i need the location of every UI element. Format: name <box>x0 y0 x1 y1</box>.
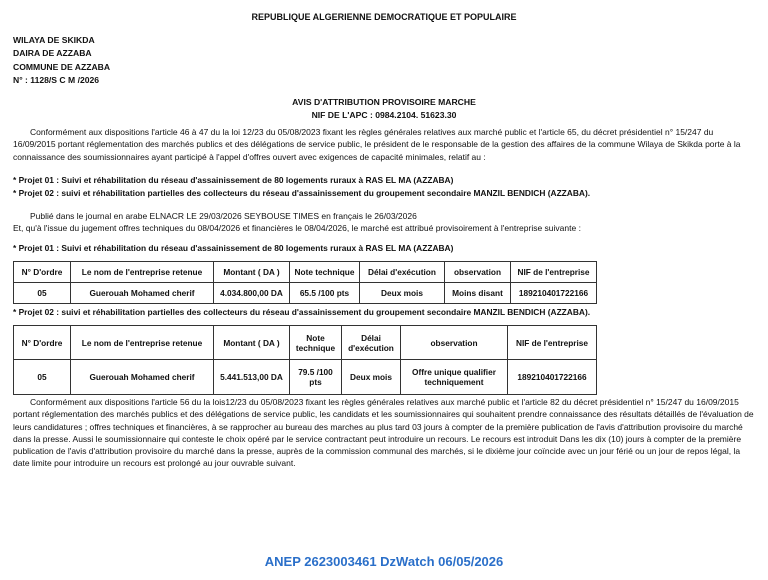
award-table-project1 <box>13 261 597 304</box>
daira-line: DAIRA DE AZZABA <box>13 48 92 59</box>
administration-block <box>13 34 110 87</box>
projects-list <box>13 174 590 200</box>
nif-apc: NIF DE L'APC : 0984.2104. 51623.30 <box>311 109 457 120</box>
order-cell: 05 <box>14 360 71 395</box>
observation-cell: Moins disant <box>445 283 511 304</box>
company-cell: Guerouah Mohamed cherif <box>71 360 214 395</box>
nif-cell: 189210401722166 <box>508 360 597 395</box>
notice-title-block <box>0 96 768 121</box>
commune-line: COMMUNE DE AZZABA <box>13 61 111 72</box>
order-cell: 05 <box>14 283 71 304</box>
header-cell: Note technique <box>290 262 360 283</box>
wilaya-line: WILAYA DE SKIKDA <box>13 35 95 45</box>
table-header-row <box>14 262 597 283</box>
project1-heading: * Projet 01 : Suivi et réhabilitation du réseau d'assainissement de 80 logements ruraux à RAS EL MA (AZZABA) <box>13 243 454 253</box>
table-header-row <box>14 326 597 360</box>
header-cell: NIF de l'entreprise <box>508 326 597 360</box>
header-cell: Le nom de l'entreprise retenue <box>71 326 214 360</box>
anep-footer-reference: ANEP 2623003461 DzWatch 06/05/2026 <box>264 554 504 569</box>
republic-heading: REPUBLIQUE ALGERIENNE DEMOCRATIQUE ET POPULAIRE <box>251 12 517 22</box>
amount-cell: 5.441.513,00 DA <box>214 360 290 395</box>
header-cell: Délai d'exécution <box>360 262 445 283</box>
header-cell: Délai d'exécution <box>342 326 401 360</box>
amount-cell: 4.034.800,00 DA <box>214 283 290 304</box>
project-item: * Projet 01 : Suivi et réhabilitation du réseau d'assainissement de 80 logements ruraux à RAS EL MA (AZZABA) <box>13 175 454 185</box>
closing-paragraph: Conformément aux dispositions l'article 56 du la lois12/23 du 05/08/2023 fixant les règles générales relatives aux marché public et l'article 82 du décret présidentiel n° 15/247 du 16/09/2015 portant réglementation des marchés publics et des délégations de service public, les candidats et les soumissionnaires qui souhaitent prendre connaissance des résultats détaillés de l'évaluation de leurs candidatures ; offres techniques et financières, à se rapprocher au bureau des marches au plus tard 03 jours à compter de la première publication de l'avis d'attribution provisoire du marché dans la presse. Aussi le soumissionnaire qui conteste le choix opéré par le service contractant peut introduire un recours. Le recours est introduit Dans les dix (10) jours à compter de la première publication de l'avis d'attribution provisoire du marché dans la presse, auprès de la commission communal des marchés, si le dixième jour coïncide avec un jour férié ou un jour de repos légal, la date limite pour introduire un recours est prolongé au jour ouvrable suivant. <box>13 397 754 469</box>
table-row <box>14 360 597 395</box>
header-cell: Note technique <box>290 326 342 360</box>
project2-heading: * Projet 02 : suivi et réhabilitation partielles des collecteurs du réseau d'assainissement du groupement secondaire MANZIL BENDICH (AZZABA). <box>13 307 591 317</box>
technical-score-cell: 65.5 /100 pts <box>290 283 360 304</box>
intro-paragraph: Conformément aux dispositions l'article 46 à 47 du la loi 12/23 du 05/08/2023 fixant les règles générales relatives aux marché public et l'article 65, du décret présidentiel n° 15/247 du 16/09/2015 portant réglementation des marchés publics et des délégations de service public, le président de le responsable de la gestion des affaires de la commune Wilaya de Skikda porte à la connaissance des soumissionnaires ayant participé à l'appel d'offres ouvert avec exigences de capacité minimales, relatif au : <box>13 127 741 162</box>
header-cell: Le nom de l'entreprise retenue <box>71 262 214 283</box>
company-cell: Guerouah Mohamed cherif <box>71 283 214 304</box>
technical-score-cell: 79.5 /100 pts <box>290 360 342 395</box>
delay-cell: Deux mois <box>360 283 445 304</box>
publication-line: Publié dans le journal en arabe ELNACR LE 29/03/2026 SEYBOUSE TIMES en français le 26/03/2026 <box>30 211 417 221</box>
notice-title: AVIS D'ATTRIBUTION PROVISOIRE MARCHE <box>292 97 476 107</box>
header-cell: N° D'ordre <box>14 326 71 360</box>
award-line: Et, qu'à l'issue du jugement offres techniques du 08/04/2026 et financières le 08/04/2026, le marché est attribué provisoirement à l'entreprise suivante : <box>13 223 581 234</box>
publication-paragraph <box>13 210 758 235</box>
award-table-project2 <box>13 325 597 395</box>
header-cell: N° D'ordre <box>14 262 71 283</box>
nif-cell: 189210401722166 <box>511 283 597 304</box>
header-cell: observation <box>445 262 511 283</box>
header-cell: observation <box>401 326 508 360</box>
header-cell: Montant ( DA ) <box>214 262 290 283</box>
header-cell: NIF de l'entreprise <box>511 262 597 283</box>
project-item: * Projet 02 : suivi et réhabilitation partielles des collecteurs du réseau d'assainissement du groupement secondaire MANZIL BENDICH (AZZABA). <box>13 187 591 198</box>
delay-cell: Deux mois <box>342 360 401 395</box>
reference-number: N° : 1128/S C M /2026 <box>13 74 100 85</box>
header-cell: Montant ( DA ) <box>214 326 290 360</box>
table-row <box>14 283 597 304</box>
observation-cell: Offre unique qualifier techniquement <box>401 360 508 395</box>
